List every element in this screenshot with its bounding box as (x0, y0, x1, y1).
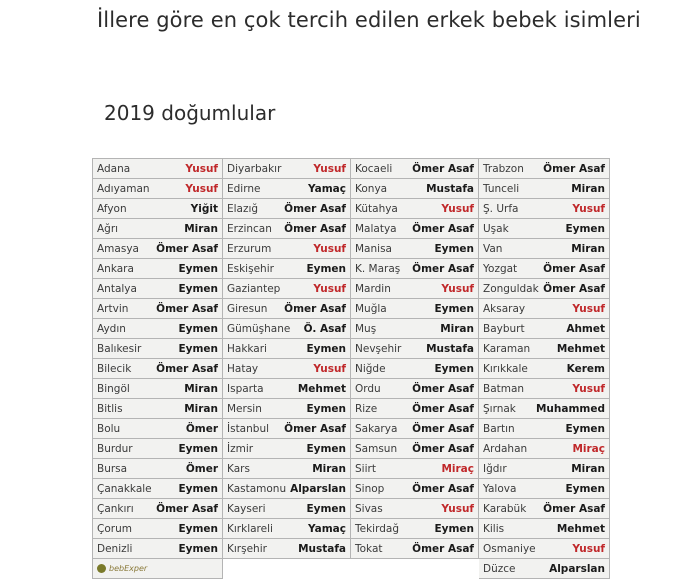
baby-name: Miran (312, 462, 346, 475)
table-cell (351, 299, 479, 319)
province-label: Şırnak (483, 402, 516, 415)
names-table (92, 158, 610, 579)
table-cell (351, 199, 479, 219)
province-label: Artvin (97, 302, 129, 315)
table-cell (93, 279, 223, 299)
logo-text: bebExper (109, 564, 148, 573)
province-label: Elazığ (227, 202, 259, 215)
table-cell (93, 339, 223, 359)
province-label: Bilecik (97, 362, 132, 375)
baby-name: Ömer Asaf (412, 542, 474, 555)
province-label: Bingöl (97, 382, 130, 395)
province-label: Ş. Urfa (483, 202, 519, 215)
baby-name: Ömer Asaf (412, 222, 474, 235)
table-cell (93, 379, 223, 399)
table-cell (93, 199, 223, 219)
baby-name: Ömer Asaf (284, 202, 346, 215)
table-cell (351, 279, 479, 299)
province-label: Bartın (483, 422, 515, 435)
table-cell (351, 519, 479, 539)
table-cell (479, 319, 610, 339)
table-cell (223, 459, 351, 479)
table-cell (479, 259, 610, 279)
baby-name: Eymen (565, 482, 605, 495)
table-cell (351, 259, 479, 279)
table-cell (351, 219, 479, 239)
table-cell (351, 159, 479, 179)
province-label: Amasya (97, 242, 139, 255)
table-cell (223, 179, 351, 199)
province-label: Kars (227, 462, 250, 475)
province-label: Balıkesir (97, 342, 142, 355)
table-cell (479, 439, 610, 459)
province-label: Bayburt (483, 322, 525, 335)
province-label: Bitlis (97, 402, 123, 415)
province-label: Niğde (355, 362, 386, 375)
baby-name: Eymen (178, 342, 218, 355)
province-label: Denizli (97, 542, 133, 555)
province-label: Karaman (483, 342, 531, 355)
table-cell (351, 499, 479, 519)
table-row (93, 359, 610, 379)
table-cell (479, 159, 610, 179)
baby-name: Eymen (178, 482, 218, 495)
table-row (93, 399, 610, 419)
baby-name: Ömer Asaf (412, 442, 474, 455)
table-cell (351, 419, 479, 439)
table-cell (223, 539, 351, 559)
province-label: Muğla (355, 302, 387, 315)
table-cell (479, 519, 610, 539)
baby-name: Miran (440, 322, 474, 335)
page-title: İllere göre en çok tercih edilen erkek bebek isimleri (97, 8, 641, 32)
province-label: Karabük (483, 502, 527, 515)
baby-name: Yamaç (308, 182, 346, 195)
province-label: Van (483, 242, 503, 255)
province-label: Bursa (97, 462, 128, 475)
province-label: Uşak (483, 222, 509, 235)
baby-name: Ömer Asaf (156, 242, 218, 255)
province-label: Konya (355, 182, 388, 195)
baby-name: Eymen (178, 522, 218, 535)
table-cell (479, 379, 610, 399)
table-row (93, 219, 610, 239)
baby-name: Yusuf (572, 542, 605, 555)
baby-name: Muhammed (535, 402, 605, 415)
province-label: Hatay (227, 362, 259, 375)
table-cell (351, 439, 479, 459)
baby-name: Yamaç (308, 522, 346, 535)
province-label: Tunceli (483, 182, 520, 195)
table-cell (93, 179, 223, 199)
province-label: Mersin (227, 402, 262, 415)
province-label: Adana (97, 162, 131, 175)
table-cell (479, 199, 610, 219)
table-row (93, 379, 610, 399)
baby-name: Eymen (178, 322, 218, 335)
logo-mark-icon (97, 564, 106, 573)
table-cell (479, 459, 610, 479)
table-cell (479, 299, 610, 319)
province-label: Adıyaman (97, 182, 150, 195)
table-cell (223, 399, 351, 419)
province-label: Isparta (227, 382, 264, 395)
baby-name: Mehmet (556, 342, 605, 355)
table-cell (351, 459, 479, 479)
table-cell (479, 399, 610, 419)
province-label: Kırklareli (227, 522, 273, 535)
province-label: Afyon (97, 202, 127, 215)
province-label: Kilis (483, 522, 505, 535)
province-label: Aksaray (483, 302, 526, 315)
baby-name: Ömer Asaf (412, 482, 474, 495)
table-cell (479, 419, 610, 439)
baby-name: Eymen (178, 262, 218, 275)
table-cell (223, 199, 351, 219)
table-cell (93, 359, 223, 379)
table-cell (479, 339, 610, 359)
province-label: Bolu (97, 422, 121, 435)
table-row (93, 439, 610, 459)
table-cell (223, 159, 351, 179)
table-row (93, 539, 610, 559)
baby-name: Ömer Asaf (543, 282, 605, 295)
table-row (93, 339, 610, 359)
province-label: Samsun (355, 442, 398, 455)
province-label: Eskişehir (227, 262, 274, 275)
province-label: Antalya (97, 282, 137, 295)
province-label: Düzce (483, 562, 516, 575)
province-label: İstanbul (227, 422, 270, 435)
table-cell (351, 339, 479, 359)
baby-name: Eymen (178, 282, 218, 295)
table-cell (351, 379, 479, 399)
province-label: Manisa (355, 242, 392, 255)
table-cell (93, 259, 223, 279)
table-cell (479, 279, 610, 299)
province-label: Tokat (355, 542, 383, 555)
baby-name: Yusuf (313, 282, 346, 295)
logo-cell (93, 559, 223, 579)
table-cell (351, 479, 479, 499)
empty-cell (223, 559, 351, 579)
baby-name: Ömer Asaf (156, 362, 218, 375)
baby-name: Ömer Asaf (156, 302, 218, 315)
province-label: K. Maraş (355, 262, 401, 275)
table-row (93, 159, 610, 179)
province-label: İzmir (227, 442, 254, 455)
table-cell (223, 299, 351, 319)
baby-name: Yusuf (313, 162, 346, 175)
baby-name: Yusuf (572, 202, 605, 215)
table-cell (93, 499, 223, 519)
table-cell (479, 559, 610, 579)
baby-name: Kerem (566, 362, 605, 375)
table-cell (351, 239, 479, 259)
table-row (93, 419, 610, 439)
table-cell (93, 219, 223, 239)
province-label: Mardin (355, 282, 391, 295)
province-label: Çankırı (97, 502, 134, 515)
baby-name: Ömer (185, 422, 218, 435)
table-cell (223, 519, 351, 539)
province-label: Batman (483, 382, 525, 395)
baby-name: Eymen (434, 242, 474, 255)
table-row (93, 499, 610, 519)
baby-name: Miraç (572, 442, 605, 455)
province-label: Kayseri (227, 502, 266, 515)
province-label: Malatya (355, 222, 397, 235)
province-label: Diyarbakır (227, 162, 282, 175)
baby-name: Yusuf (572, 302, 605, 315)
table-cell (93, 299, 223, 319)
table-cell (93, 459, 223, 479)
province-label: Erzurum (227, 242, 272, 255)
table-cell (93, 239, 223, 259)
baby-name: Ömer Asaf (284, 422, 346, 435)
baby-name: Yusuf (441, 502, 474, 515)
baby-name: Mustafa (426, 182, 474, 195)
province-label: Çorum (97, 522, 132, 535)
province-label: Ordu (355, 382, 381, 395)
table-cell (223, 319, 351, 339)
table-cell (223, 479, 351, 499)
table-cell (93, 439, 223, 459)
table-cell (479, 219, 610, 239)
table-cell (223, 339, 351, 359)
table-cell (223, 359, 351, 379)
names-table-body (93, 159, 610, 579)
empty-cell (351, 559, 479, 579)
baby-name: Mehmet (556, 522, 605, 535)
table-row (93, 519, 610, 539)
province-label: Hakkari (227, 342, 267, 355)
table-cell (351, 399, 479, 419)
province-label: Çanakkale (97, 482, 152, 495)
table-row (93, 199, 610, 219)
province-label: Ağrı (97, 222, 119, 235)
table-row (93, 299, 610, 319)
baby-name: Miraç (441, 462, 474, 475)
baby-name: Yusuf (313, 242, 346, 255)
province-label: Kırşehir (227, 542, 267, 555)
province-label: Edirne (227, 182, 261, 195)
baby-name: Miran (184, 402, 218, 415)
table-cell (479, 479, 610, 499)
baby-name: Eymen (306, 442, 346, 455)
table-row (93, 259, 610, 279)
baby-name: Mustafa (426, 342, 474, 355)
baby-name: Eymen (306, 502, 346, 515)
baby-name: Mehmet (297, 382, 346, 395)
table-row (93, 319, 610, 339)
table-cell (93, 479, 223, 499)
province-label: Muş (355, 322, 377, 335)
province-label: Sakarya (355, 422, 398, 435)
baby-name: Ömer Asaf (284, 302, 346, 315)
baby-name: Eymen (434, 522, 474, 535)
baby-name: Miran (184, 382, 218, 395)
table-cell (479, 359, 610, 379)
province-label: Giresun (227, 302, 268, 315)
brand-logo (97, 564, 218, 573)
table-cell (93, 399, 223, 419)
province-label: Zonguldak (483, 282, 539, 295)
table-cell (93, 419, 223, 439)
baby-name: Ahmet (566, 322, 605, 335)
baby-name: Eymen (565, 222, 605, 235)
baby-name: Eymen (306, 402, 346, 415)
baby-name: Eymen (434, 362, 474, 375)
province-label: Yozgat (483, 262, 518, 275)
baby-name: Yusuf (313, 362, 346, 375)
baby-name: Yusuf (185, 162, 218, 175)
province-label: Trabzon (483, 162, 524, 175)
baby-name: Miran (571, 242, 605, 255)
baby-name: Ömer Asaf (156, 502, 218, 515)
table-cell (223, 259, 351, 279)
baby-name: Yiğit (190, 202, 218, 215)
baby-name: Miran (571, 182, 605, 195)
baby-name: Yusuf (441, 202, 474, 215)
province-label: Burdur (97, 442, 133, 455)
baby-name: Ömer Asaf (543, 262, 605, 275)
table-cell (93, 519, 223, 539)
table-row (93, 179, 610, 199)
baby-name: Eymen (306, 342, 346, 355)
table-cell (223, 379, 351, 399)
province-label: Ardahan (483, 442, 528, 455)
province-label: Kastamonu (227, 482, 287, 495)
province-label: Sinop (355, 482, 385, 495)
province-label: Erzincan (227, 222, 272, 235)
baby-name: Eymen (178, 542, 218, 555)
province-label: Ankara (97, 262, 134, 275)
baby-name: Eymen (306, 262, 346, 275)
province-label: Aydın (97, 322, 126, 335)
table-cell (223, 279, 351, 299)
province-label: Iğdır (483, 462, 507, 475)
baby-name: Ömer Asaf (284, 222, 346, 235)
table-row (93, 239, 610, 259)
page-subtitle: 2019 doğumlular (104, 101, 276, 125)
province-label: Tekirdağ (355, 522, 399, 535)
baby-name: Ömer Asaf (543, 502, 605, 515)
baby-name: Ömer Asaf (412, 262, 474, 275)
baby-name: Ö. Asaf (303, 322, 346, 335)
baby-name: Ömer Asaf (412, 422, 474, 435)
baby-name: Ömer Asaf (412, 402, 474, 415)
baby-name: Mustafa (298, 542, 346, 555)
baby-name: Miran (571, 462, 605, 475)
baby-name: Ömer Asaf (412, 162, 474, 175)
province-label: Yalova (483, 482, 517, 495)
table-cell (93, 539, 223, 559)
baby-name: Ömer (185, 462, 218, 475)
baby-name: Miran (184, 222, 218, 235)
table-cell (479, 499, 610, 519)
table-cell (93, 159, 223, 179)
baby-name: Yusuf (572, 382, 605, 395)
table-cell (223, 439, 351, 459)
table-cell (351, 319, 479, 339)
table-cell (93, 319, 223, 339)
table-cell (479, 239, 610, 259)
baby-name: Eymen (565, 422, 605, 435)
baby-name: Eymen (434, 302, 474, 315)
province-label: Siirt (355, 462, 376, 475)
table-cell (479, 539, 610, 559)
province-label: Gaziantep (227, 282, 281, 295)
baby-name: Yusuf (185, 182, 218, 195)
province-label: Kütahya (355, 202, 398, 215)
table-cell (223, 499, 351, 519)
province-label: Kırıkkale (483, 362, 528, 375)
table-cell (479, 179, 610, 199)
table-cell (223, 219, 351, 239)
province-label: Sivas (355, 502, 383, 515)
baby-name: Ömer Asaf (543, 162, 605, 175)
baby-name: Eymen (178, 442, 218, 455)
table-cell (351, 179, 479, 199)
table-cell (351, 359, 479, 379)
baby-name: Alparslan (549, 562, 605, 575)
table-cell (223, 419, 351, 439)
province-label: Osmaniye (483, 542, 536, 555)
table-row (93, 479, 610, 499)
table-row (93, 559, 610, 579)
baby-name: Yusuf (441, 282, 474, 295)
table-cell (351, 539, 479, 559)
province-label: Kocaeli (355, 162, 393, 175)
province-label: Gümüşhane (227, 322, 291, 335)
province-label: Nevşehir (355, 342, 402, 355)
province-label: Rize (355, 402, 378, 415)
table-cell (223, 239, 351, 259)
table-row (93, 459, 610, 479)
table-row (93, 279, 610, 299)
baby-name: Ömer Asaf (412, 382, 474, 395)
baby-name: Alparslan (290, 482, 346, 495)
